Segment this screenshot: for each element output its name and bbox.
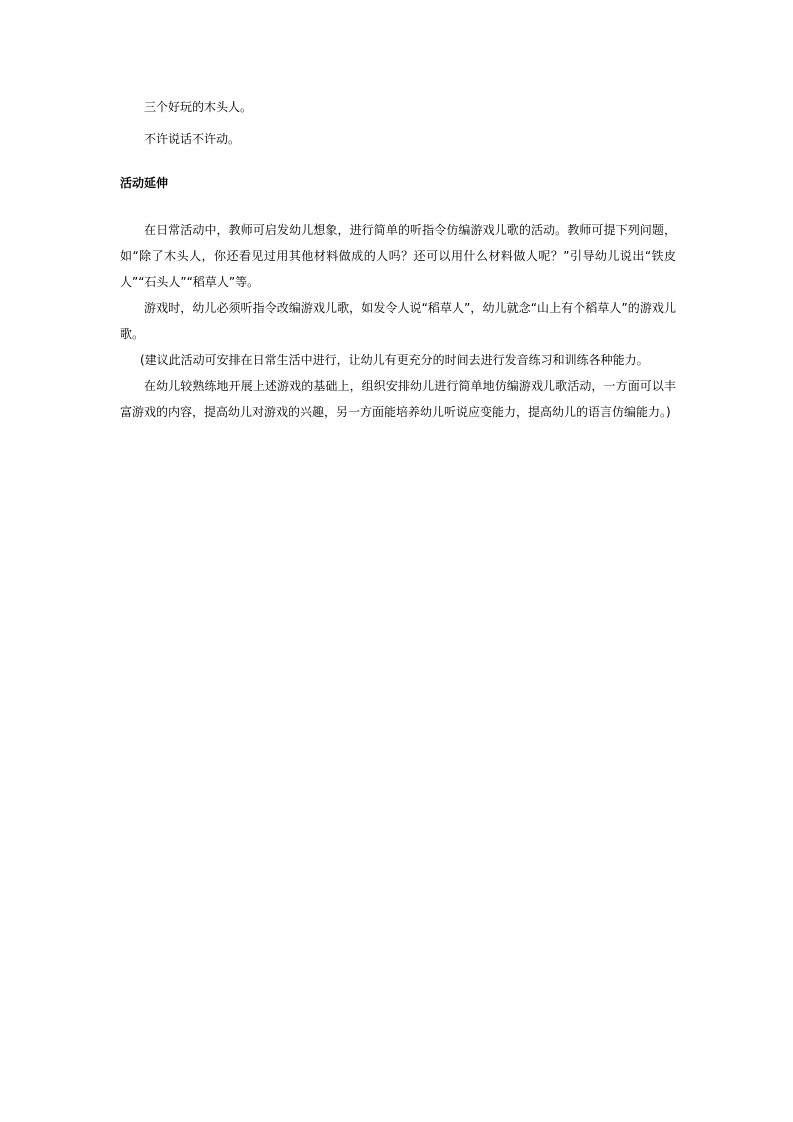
paragraph-extension-intro: 在日常活动中，教师可启发幼儿想象，进行简单的听指令仿编游戏儿歌的活动。教师可提下列问题，如“除了木头人，你还看见过用其他材料做成的人吗？还可以用什么材料做人呢？”引导幼儿说出“铁皮人”“石头人”“稻草人”等。 [120,223,676,289]
paragraph-suggestion: (建议此活动可安排在日常生活中进行，让幼儿有更充分的时间去进行发音练习和训练各种能力。 [140,353,649,367]
poem-line-1: 三个好玩的木头人。 [144,100,253,114]
poem-line-2: 不许说话不许动。 [144,132,241,146]
section-heading: 活动延伸 [120,176,169,190]
paragraph-game-rules: 游戏时，幼儿必须听指令改编游戏儿歌，如发令人说“稻草人”，幼儿就念“山上有个稻草人”的游戏儿歌。 [120,301,676,341]
document-body [120,98,680,425]
paragraph-further-activity: 在幼儿较熟练地开展上述游戏的基础上，组织安排幼儿进行简单地仿编游戏儿歌活动，一方面可以丰富游戏的内容，提高幼儿对游戏的兴趣，另一方面能培养幼儿听说应变能力，提高幼儿的语言仿编能力。) [120,379,676,419]
